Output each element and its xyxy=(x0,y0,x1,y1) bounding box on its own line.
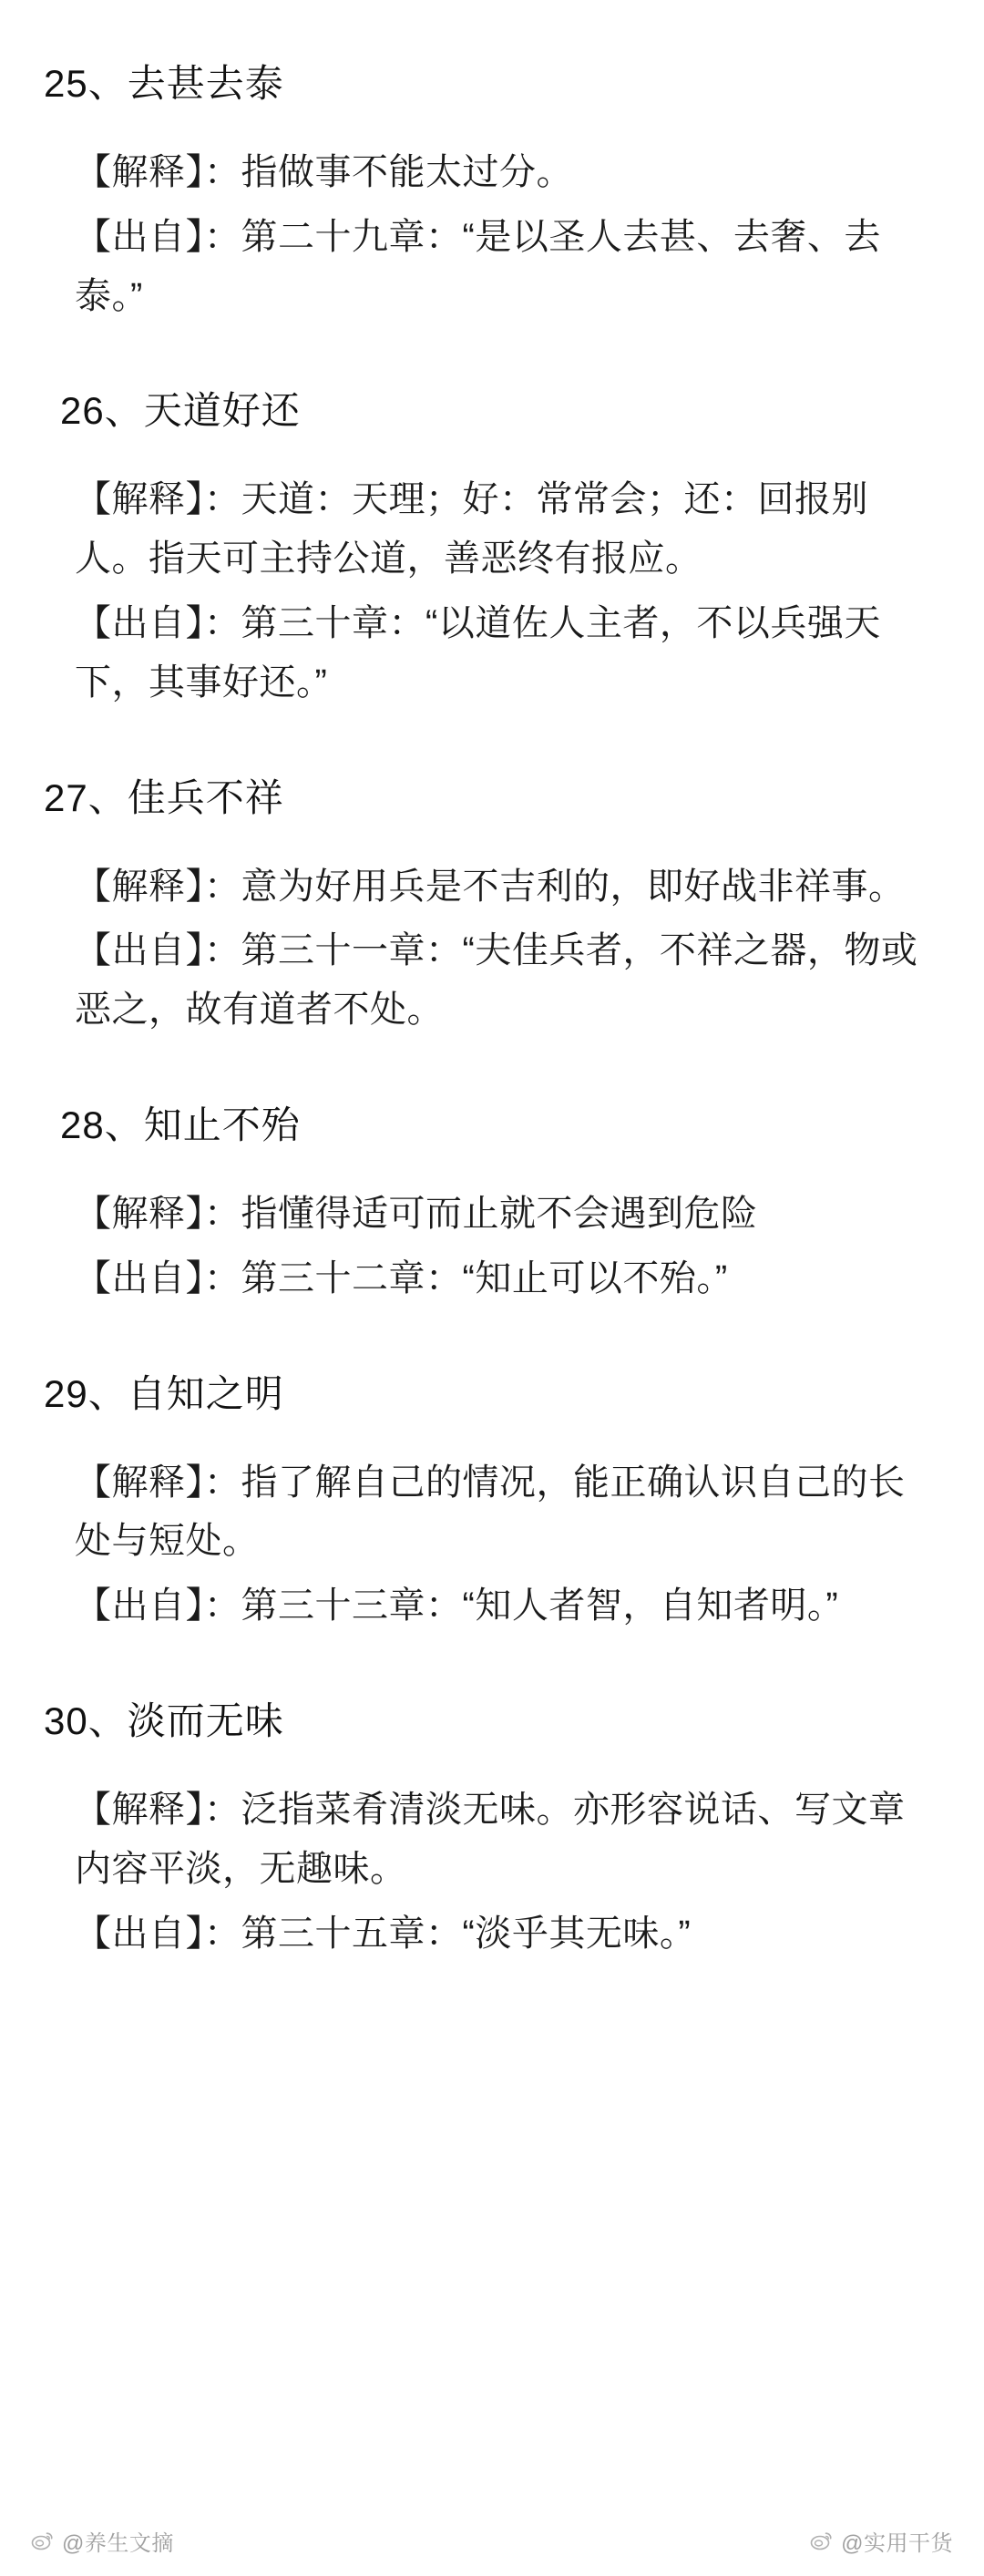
entry-26 xyxy=(44,382,940,712)
entry-explanation xyxy=(44,1781,940,1899)
entry-title: 30、淡而无味 xyxy=(44,1699,284,1742)
explanation-label: 【解释】： xyxy=(75,1789,241,1830)
section-spacer xyxy=(44,1672,940,1692)
entry-title: 26、天道好还 xyxy=(60,389,301,433)
footer-left-credit-text: @养生文摘 xyxy=(62,2530,174,2556)
source-label: 【出自】： xyxy=(75,216,241,257)
entry-title: 27、佳兵不祥 xyxy=(44,775,284,819)
entry-title: 29、自知之明 xyxy=(44,1371,284,1415)
entry-29 xyxy=(44,1365,940,1636)
section-spacer xyxy=(44,362,940,382)
entry-explanation xyxy=(44,1185,940,1244)
explanation-label: 【解释】： xyxy=(75,152,241,192)
source-label: 【出自】： xyxy=(75,1913,241,1954)
explanation-text: 天道：天理；好：常常会；还：回报别人。指天可主持公道，善恶终有报应。 xyxy=(75,479,868,580)
entry-30 xyxy=(44,1692,940,1963)
entry-explanation xyxy=(44,1453,940,1572)
entry-27 xyxy=(44,769,940,1040)
source-label: 【出自】： xyxy=(75,602,241,643)
explanation-text: 指做事不能太过分。 xyxy=(241,152,573,192)
explanation-label: 【解释】： xyxy=(75,1462,241,1503)
explanation-label: 【解释】： xyxy=(75,866,241,907)
page-footer xyxy=(0,2518,984,2576)
explanation-text: 泛指菜肴清淡无味。亦形容说话、写文章内容平淡，无趣味。 xyxy=(75,1789,906,1889)
entry-28 xyxy=(44,1096,940,1309)
entry-source xyxy=(44,1576,940,1636)
section-spacer xyxy=(44,749,940,769)
entry-source xyxy=(44,921,940,1040)
source-label: 【出自】： xyxy=(75,1257,241,1298)
explanation-text: 意为好用兵是不吉利的，即好战非祥事。 xyxy=(241,866,906,907)
source-text: 第三十一章：“夫佳兵者，不祥之器，物或恶之，故有道者不处。 xyxy=(75,930,918,1031)
explanation-label: 【解释】： xyxy=(75,1193,241,1234)
section-spacer xyxy=(44,1345,940,1365)
section-spacer xyxy=(44,1076,940,1096)
weibo-icon xyxy=(31,2529,55,2552)
entry-source xyxy=(44,208,940,326)
explanation-text: 指了解自己的情况，能正确认识自己的长处与短处。 xyxy=(75,1462,906,1562)
source-text: 第三十二章：“知止可以不殆。” xyxy=(241,1257,728,1298)
source-text: 第三十五章：“淡乎其无味。” xyxy=(241,1913,692,1954)
footer-right-credit-text: @实用干货 xyxy=(841,2530,953,2556)
source-label: 【出自】： xyxy=(75,930,241,971)
entry-25 xyxy=(44,55,940,325)
entry-title: 28、知止不殆 xyxy=(60,1103,301,1146)
footer-right-credit xyxy=(810,2525,953,2557)
explanation-text: 指懂得适可而止就不会遇到危险 xyxy=(241,1193,758,1234)
entry-source xyxy=(44,1904,940,1964)
entry-explanation xyxy=(44,857,940,917)
entry-source xyxy=(44,594,940,713)
source-text: 第三十三章：“知人者智，自知者明。” xyxy=(241,1586,839,1627)
entry-explanation xyxy=(44,470,940,589)
weibo-icon xyxy=(810,2529,834,2552)
entry-source xyxy=(44,1249,940,1309)
footer-left-credit xyxy=(31,2525,174,2557)
source-label: 【出自】： xyxy=(75,1586,241,1627)
entry-title: 25、去甚去泰 xyxy=(44,62,284,105)
entry-explanation xyxy=(44,143,940,202)
source-text: 第二十九章：“是以圣人去甚、去奢、去泰。” xyxy=(75,216,881,316)
explanation-label: 【解释】： xyxy=(75,479,241,520)
source-text: 第三十章：“以道佐人主者，不以兵强天下，其事好还。” xyxy=(75,602,881,703)
